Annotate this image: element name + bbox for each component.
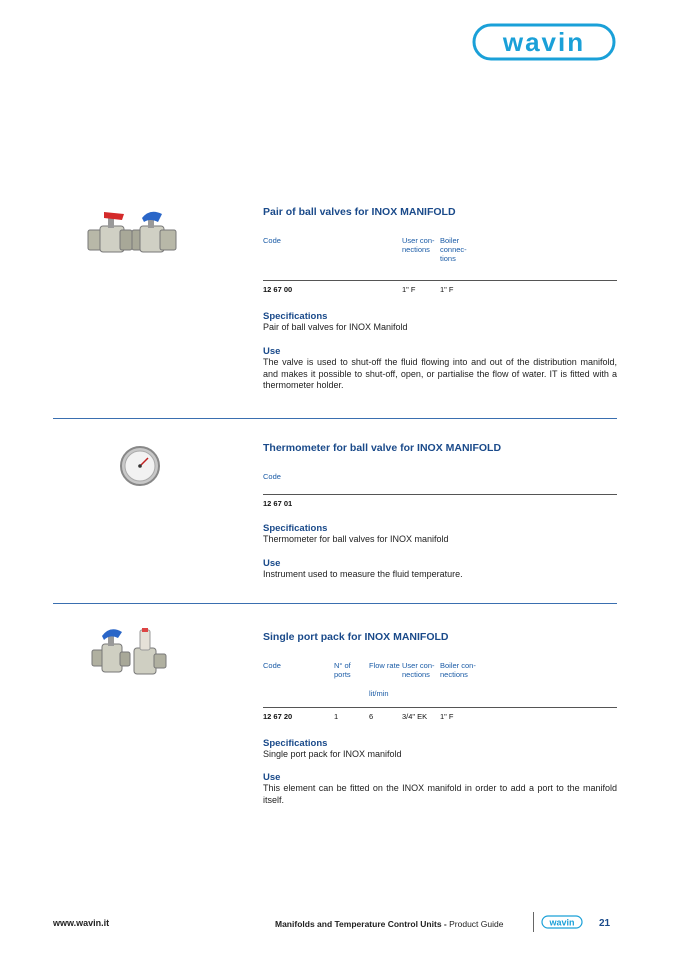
flow-rate-value: 6 — [369, 712, 374, 721]
specifications-heading: Specifications — [263, 523, 328, 534]
thermometer-image — [118, 444, 162, 488]
ports-value: 1 — [334, 712, 339, 721]
boiler-connection-value: 1" F — [440, 285, 454, 294]
column-header-number-of-ports: N° of ports — [334, 661, 351, 679]
column-header-code: Code — [263, 472, 281, 481]
page-number: 21 — [599, 918, 611, 929]
section-title-ball-valves: Pair of ball valves for INOX MANIFOLD — [263, 206, 456, 218]
single-port-pack-icon — [88, 626, 172, 678]
use-heading: Use — [263, 772, 281, 783]
boiler-connection-value: 1" F — [440, 712, 454, 721]
ball-valve-pair-image — [82, 208, 182, 258]
footer-divider — [533, 912, 534, 932]
column-header-flow-rate: Flow rate — [369, 661, 400, 670]
column-header-user-connections: User con- nections — [402, 661, 435, 679]
product-code: 12 67 01 — [263, 499, 293, 508]
flow-rate-unit: lit/min — [369, 689, 389, 698]
section-divider — [53, 603, 617, 604]
footer-guide-title — [275, 919, 503, 929]
footer-website: www.wavin.it — [53, 918, 110, 928]
thermometer-dial-icon — [118, 444, 162, 488]
footer-wavin-logo — [541, 915, 583, 929]
use-heading: Use — [263, 558, 281, 569]
specifications-text: Thermometer for ball valves for INOX manifold — [263, 534, 449, 544]
use-heading: Use — [263, 346, 281, 357]
use-text: This element can be fitted on the INOX manifold in order to add a port to the manifold itself. — [263, 783, 617, 805]
footer-guide-title-bold: Manifolds and Temperature Control Units - — [275, 919, 447, 929]
footer-guide-title-rest: Product Guide — [446, 919, 504, 929]
specifications-heading: Specifications — [263, 738, 328, 749]
column-header-code: Code — [263, 236, 281, 245]
table-rule — [263, 494, 617, 495]
specifications-heading: Specifications — [263, 311, 328, 322]
table-rule — [263, 707, 617, 708]
specifications-text: Pair of ball valves for INOX Manifold — [263, 322, 408, 332]
user-connection-value: 1" F — [402, 285, 416, 294]
wavin-logo — [472, 22, 616, 62]
specifications-text: Single port pack for INOX manifold — [263, 749, 402, 759]
section-divider — [53, 418, 617, 419]
column-header-code: Code — [263, 661, 281, 670]
section-title-thermometer: Thermometer for ball valve for INOX MANIFOLD — [263, 442, 502, 454]
use-text: The valve is used to shut-off the fluid flowing into and out of the distribution manifold, and makes it possible to shut-off, open, or partialise the flow of water. IT is fitted with a thermometer holder. — [263, 357, 617, 390]
column-header-boiler-connections: Boiler con- nections — [440, 661, 476, 679]
use-text: Instrument used to measure the fluid temperature. — [263, 569, 463, 579]
table-rule — [263, 280, 617, 281]
product-code: 12 67 20 — [263, 712, 293, 721]
product-code: 12 67 00 — [263, 285, 293, 294]
column-header-user-connections: User con- nections — [402, 236, 435, 254]
single-port-pack-image — [88, 626, 172, 678]
svg-text:wavin: wavin — [549, 917, 575, 928]
svg-text:wavin: wavin — [502, 27, 586, 57]
ball-valve-pair-icon — [82, 208, 182, 258]
section-title-single-port-pack: Single port pack for INOX MANIFOLD — [263, 631, 449, 643]
column-header-boiler-connections: Boiler connec- tions — [440, 236, 467, 263]
user-connection-value: 3/4" EK — [402, 712, 428, 721]
